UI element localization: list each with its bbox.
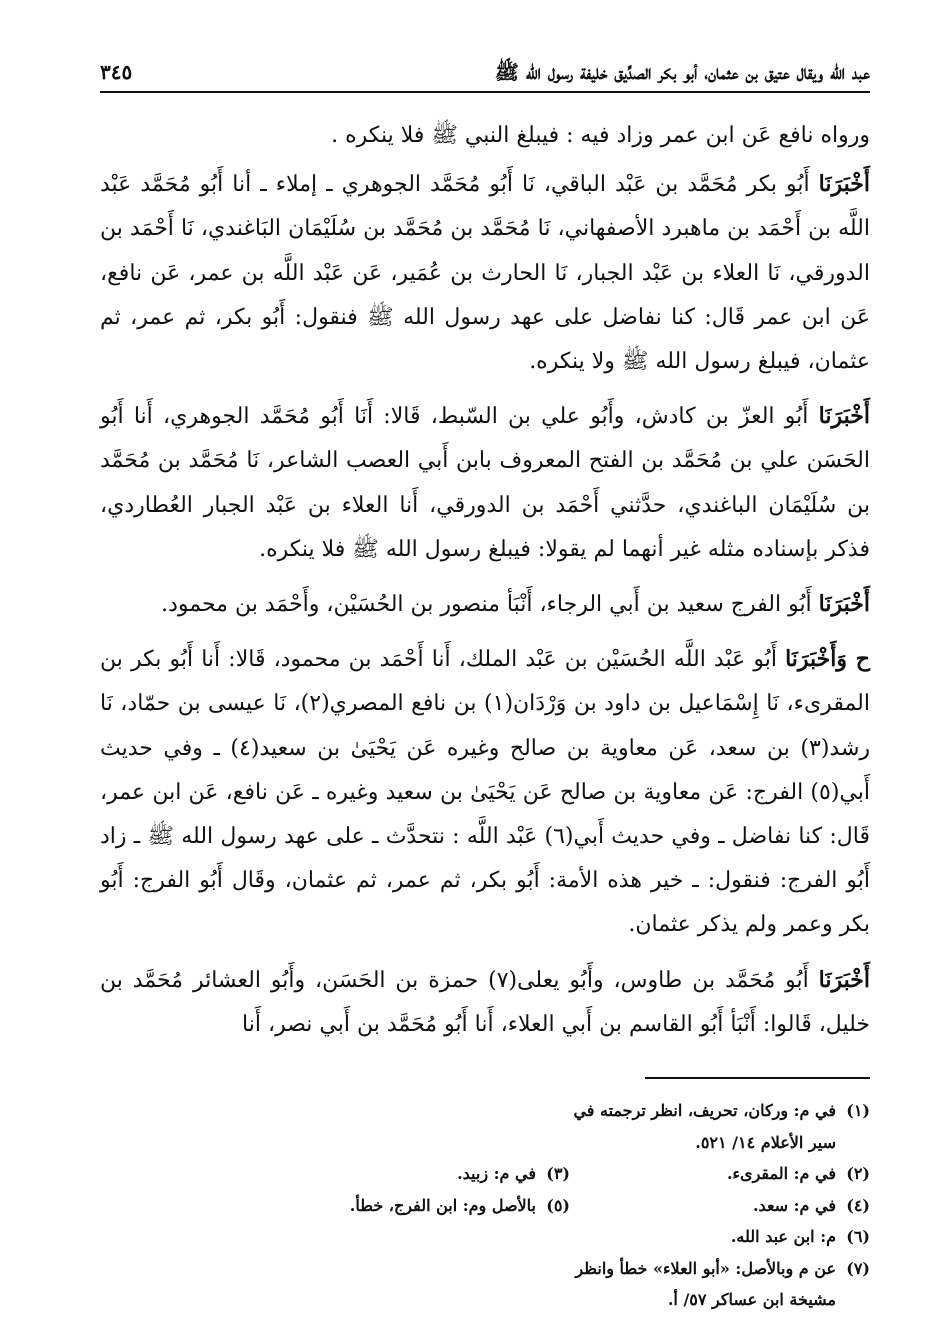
paragraph-text: أَبُو مُحَمَّد بن طاوس، وأَبُو يعلى(٧) حمزة بن الحَسَن، وأَبُو العشائر مُحَمَّد بن خليل، قَالوا: أَنْبَأ أَبُو القاسم بن أَبي العلاء، أَنا أَبُو مُحَمَّد بن أَبي نصر، أَنا bbox=[100, 967, 870, 1037]
running-title: عبد الله ويقال عتيق بن عثمان، أبو بكر الصدِّيق خليفة رسول الله ﷺ bbox=[494, 60, 870, 84]
footnote bbox=[350, 1190, 570, 1222]
main-text bbox=[100, 113, 870, 1047]
paragraph-1 bbox=[100, 113, 870, 158]
footnote-number: (٢) bbox=[846, 1164, 870, 1184]
book-page bbox=[100, 55, 870, 1316]
footnote bbox=[457, 1158, 570, 1190]
paragraph-3 bbox=[100, 394, 870, 572]
footnote-number: (٦) bbox=[846, 1227, 870, 1247]
paragraph-lead: أَخْبَرَنَا bbox=[818, 171, 870, 198]
footnote-text: عن م وبالأصل: «أبو العلاء» خطأ وانظر مشيخة ابن عساكر ٥٧/ أ. bbox=[575, 1258, 836, 1310]
paragraph-2 bbox=[100, 162, 870, 384]
footnote-text: م: ابن عبد الله. bbox=[730, 1227, 836, 1247]
footnote bbox=[570, 1190, 870, 1222]
footnote bbox=[570, 1095, 870, 1158]
footnote-number: (٧) bbox=[846, 1258, 870, 1278]
footnote bbox=[570, 1158, 870, 1190]
footnote-text: في م: وركان، تحريف، انظر ترجمته في سير الأعلام ١٤/ ٥٢١. bbox=[573, 1101, 836, 1152]
footnote-text: في م: سعد. bbox=[752, 1195, 836, 1215]
paragraph-6 bbox=[100, 958, 870, 1047]
footnote-text: بالأصل وم: ابن الفرج، خطأ. bbox=[349, 1195, 536, 1215]
footnote-row bbox=[100, 1253, 870, 1316]
paragraph-text: ورواه نافع عَن ابن عمر وزاد فيه : فيبلغ النبي ﷺ فلا ينكره . bbox=[331, 123, 870, 148]
paragraph-lead: أَخْبَرَنَا bbox=[818, 403, 870, 430]
footnote-row bbox=[100, 1095, 870, 1158]
footnote-number: (٤) bbox=[846, 1195, 870, 1215]
paragraph-text: أَبُو عَبْد اللَّه الحُسَيْن بن عَبْد الملك، أَنا أَحْمَد بن محمود، قَالا: أَنا أَبُو بكر بن المقرىء، نَا إِسْمَاعيل بن داود بن وَرْدَان(١) بن نافع المصري(٢)، نَا عيسى بن حمّاد، نَا رشد(٣) بن سعد، عَن معاوية بن صالح وغيره عَن يَحْيَىٰ بن سعيد(٤) ـ وفي حديث أَبي(٥) الفرج: عَن معاوية بن صالح عَن يَحْيَىٰ بن سعيد وغيره ـ عَن نافع، عَن ابن عمر، قَال: كنا نفاضل ـ وفي حديث أَبي(٦) عَبْد اللَّه : نتحدَّث ـ على عهد رسول الله ﷺ ـ زاد أَبُو الفرج: فنقول: ـ خير هذه الأمة: أَبُو بكر، ثم عمر، ثم عثمان، وقَال أَبُو الفرج: أَبُو بكر وعمر ولم يذكر عثمان. bbox=[100, 647, 871, 938]
footnotes bbox=[100, 1095, 870, 1316]
footnote-row bbox=[100, 1190, 870, 1222]
paragraph-lead: أَخْبَرَنَا bbox=[818, 966, 870, 993]
paragraph-text: أَبُو الفرج سعيد بن أَبي الرجاء، أَنْبَأ منصور بن الحُسَيْن، وأَحْمَد بن محمود. bbox=[161, 592, 819, 618]
footnote-number: (١) bbox=[846, 1101, 870, 1121]
paragraph-text: أَبُو بكر مُحَمَّد بن عَبْد الباقي، نَا أَبُو مُحَمَّد الجوهري ـ إملاء ـ أنا أَبُو مُحَمَّد عَبْد اللَّه بن أَحْمَد بن ماهبرد الأصفهاني، نَا مُحَمَّد بن مُحَمَّد بن سُلَيْمَان البَاغندي، نَا أَحْمَد بن الدورقي، نَا العلاء بن عَبْد الجبار، نَا الحارث بن عُمَير، عَن عَبْد اللَّه بن عمر، عَن نافع، عَن ابن عمر قَال: كنا نفاضل على عهد رسول الله ﷺ فنقول: أَبُو بكر، ثم عمر، ثم عثمان، فيبلغ رسول الله ﷺ ولا ينكره. bbox=[100, 172, 870, 375]
footnote bbox=[570, 1221, 870, 1253]
paragraph-5 bbox=[100, 637, 870, 947]
footnote bbox=[570, 1253, 870, 1316]
page-number: ٣٤٥ bbox=[100, 60, 133, 84]
footnote-row bbox=[100, 1158, 870, 1190]
footnote-number: (٥) bbox=[546, 1195, 570, 1215]
paragraph-text: أَبُو العزّ بن كادش، وأَبُو علي بن السّبط، قَالا: أَنَا أَبُو مُحَمَّد الجوهري، أَنا أَبُو الحَسَن علي بن مُحَمَّد بن الفتح المعروف بابن أَبي العصب الشاعر، نَا مُحَمَّد بن مُحَمَّد بن سُلَيْمَان الباغندي، حدَّثني أَحْمَد بن الدورقي، أَنا العلاء بن عَبْد الجبار العُطاردي، فذكر بإسناده مثله غير أنهما لم يقولا: فيبلغ رسول الله ﷺ فلا ينكره. bbox=[100, 404, 870, 562]
footnote-separator bbox=[645, 1077, 870, 1079]
paragraph-lead: ح وَأَخْبَرَنَا bbox=[785, 646, 870, 673]
footnote-number: (٣) bbox=[546, 1164, 570, 1184]
footnote-text: في م: المقرىء. bbox=[726, 1164, 836, 1184]
running-header bbox=[100, 55, 870, 89]
footnote-row bbox=[100, 1221, 870, 1253]
header-rule bbox=[100, 91, 870, 93]
paragraph-lead: أَخْبَرَنَا bbox=[818, 591, 870, 618]
footnote-text: في م: زبيد. bbox=[457, 1164, 536, 1184]
paragraph-4 bbox=[100, 582, 870, 627]
